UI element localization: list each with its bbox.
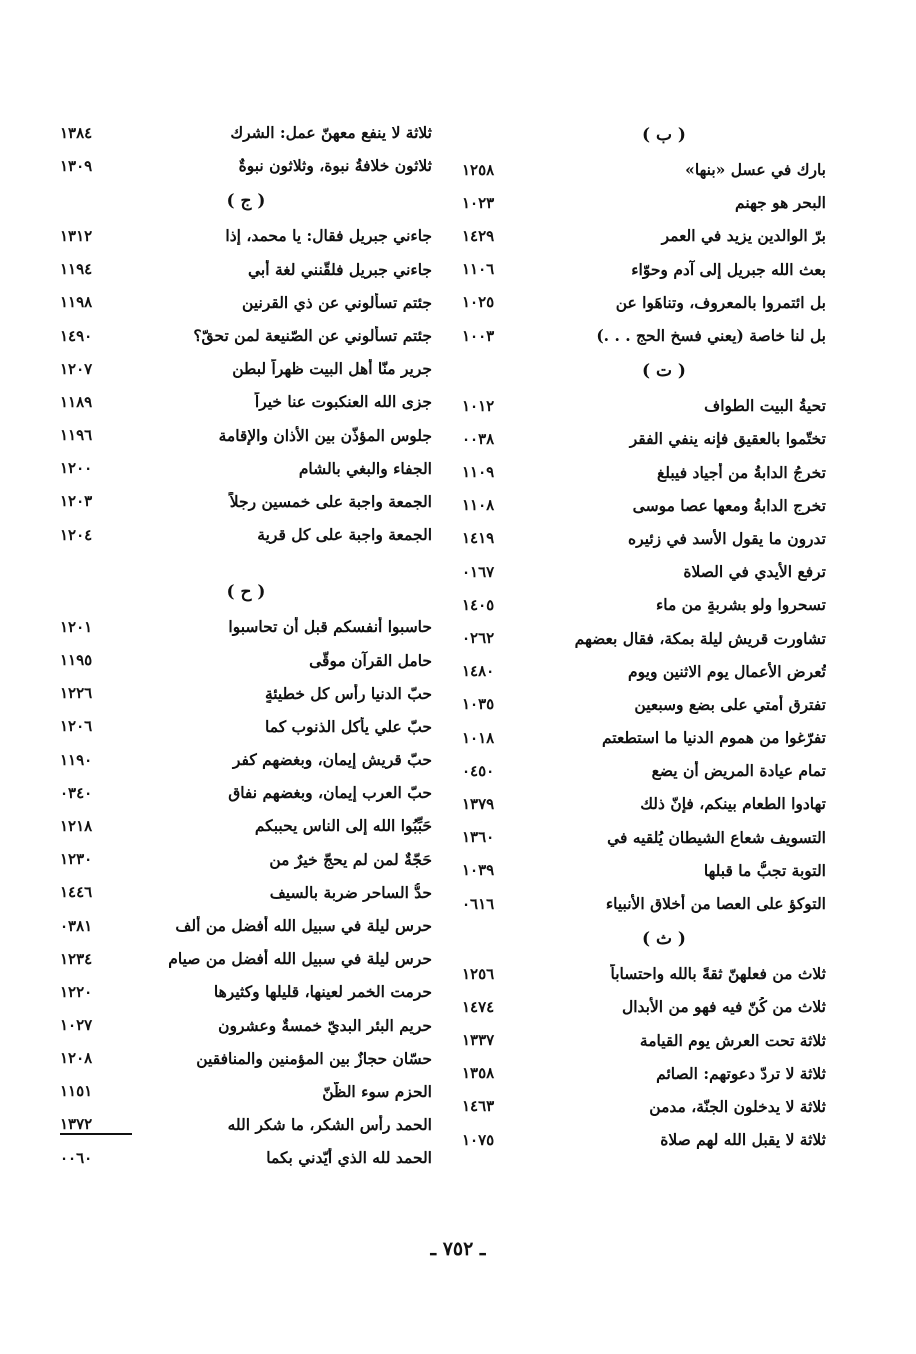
entry-text: حبّ علي يأكل الذنوب كما xyxy=(265,716,432,736)
entry-number: ١٢٠٧ xyxy=(60,359,93,378)
index-entry xyxy=(462,389,826,422)
index-entry xyxy=(60,452,432,485)
entry-text: بارك في عسل «بنها» xyxy=(685,160,826,180)
entry-number: ٠٦١٦ xyxy=(462,894,495,913)
index-entry xyxy=(60,116,432,149)
index-entry xyxy=(462,621,826,654)
index-entry xyxy=(462,854,826,887)
index-entry xyxy=(60,149,432,182)
entry-number: ١٤٩٠ xyxy=(60,326,93,345)
entry-text: حبّ العرب إيمان، وبغضهم نفاق xyxy=(228,783,432,803)
entry-number: ١٣٨٤ xyxy=(60,123,93,142)
entry-number: ٠٠٣٨ xyxy=(462,429,495,448)
entry-text: حرمت الخمر لعينها، قليلها وكثيرها xyxy=(213,982,432,1002)
entry-number: ٠٣٤٠ xyxy=(60,783,93,802)
index-entry xyxy=(60,942,432,975)
entry-text: بعث الله جبريل إلى آدم وحوّاء xyxy=(631,259,826,279)
entry-number: ١٠١٢ xyxy=(462,396,495,415)
entry-text: تخرج الدابةُ ومعها عصا موسى xyxy=(632,495,826,515)
index-entry xyxy=(60,776,432,809)
entry-number: ١٣٥٨ xyxy=(462,1064,495,1083)
entry-number: ٠٤٥٠ xyxy=(462,761,495,780)
entry-text: ثلاثة لا يقبل الله لهم صلاة xyxy=(660,1130,826,1150)
index-entry xyxy=(462,754,826,787)
entry-number: ١٤٢٩ xyxy=(462,226,495,245)
entry-text: برّ الوالدين يزيد في العمر xyxy=(661,226,826,246)
entry-number: ١٢٠١ xyxy=(60,617,93,636)
entry-text: ثلاثة تحت العرش يوم القيامة xyxy=(639,1030,826,1050)
entry-number: ١١٩٦ xyxy=(60,426,93,445)
entry-text: ترفع الأيدي في الصلاة xyxy=(683,562,826,582)
entry-text: حسّان حجازٌ بين المؤمنين والمنافقين xyxy=(196,1048,432,1068)
entry-text: تختّموا بالعقيق فإنه ينفي الفقر xyxy=(629,429,826,449)
entry-text: الحزم سوء الظّنّ xyxy=(322,1081,432,1101)
index-entry xyxy=(60,485,432,518)
index-entry xyxy=(60,643,432,676)
entry-text: الحمد لله الذي أيّدني بكما xyxy=(266,1148,432,1168)
index-entry xyxy=(462,1090,826,1123)
section-spacer xyxy=(60,551,432,573)
entry-number: ٠٢٦٢ xyxy=(462,629,495,648)
entry-number: ١٢٣٠ xyxy=(60,850,93,869)
entry-number: ١٢٥٨ xyxy=(462,160,495,179)
entry-number: ١١٠٨ xyxy=(462,496,495,515)
index-entry xyxy=(462,655,826,688)
entry-number: ١١٠٦ xyxy=(462,260,495,279)
entry-number: ١١٥١ xyxy=(60,1082,93,1101)
entry-text: حاسبوا أنفسكم قبل أن تحاسبوا xyxy=(228,617,432,637)
index-entry xyxy=(462,887,826,920)
index-entry xyxy=(462,688,826,721)
section-header-jim: ( ج ) xyxy=(226,190,266,211)
entry-text: حريم البئر البديّ خمسةٌ وعشرون xyxy=(218,1015,432,1035)
entry-number: ١١٩٠ xyxy=(60,750,93,769)
entry-number: ١٣٠٩ xyxy=(60,156,93,175)
entry-number: ١١٩٤ xyxy=(60,260,93,279)
entry-number: ١٠٧٥ xyxy=(462,1130,495,1149)
entry-text: جزى الله العنكبوت عنا خيراً xyxy=(254,392,432,412)
entry-text: جاءني جبريل فقال: يا محمد، إذا xyxy=(225,226,432,246)
left-column xyxy=(60,116,432,1174)
entry-number: ١٤٨٠ xyxy=(462,662,495,681)
entry-text: تهادوا الطعام بينكم، فإنّ ذلك xyxy=(640,794,826,814)
index-entry xyxy=(462,186,826,219)
entry-number: ٠٠٦٠ xyxy=(60,1148,93,1167)
index-entry xyxy=(60,909,432,942)
entry-text: تفترق أمتي على بضعٍ وسبعين xyxy=(634,694,826,714)
index-entry xyxy=(60,610,432,643)
index-entry xyxy=(60,419,432,452)
entry-text: حبّ قريش إيمان، وبغضهم كفر xyxy=(232,750,432,770)
section-header-ha: ( ح ) xyxy=(226,581,266,602)
index-entry xyxy=(462,588,826,621)
entry-number: ١٢٠٨ xyxy=(60,1049,93,1068)
entry-text: بل لنا خاصة (يعني فسخ الحج . . .) xyxy=(596,326,826,346)
index-entry xyxy=(462,1123,826,1156)
index-entry xyxy=(60,843,432,876)
entry-text: التسويف شعاع الشيطان يُلقيه في xyxy=(607,827,826,847)
index-entry xyxy=(60,1108,432,1141)
index-entry xyxy=(60,385,432,418)
entry-number: ١٢٠٠ xyxy=(60,459,93,478)
entry-text: التوبة تجبُّ ما قبلها xyxy=(703,860,826,880)
entry-text: تخرجُ الدابةُ من أجياد فيبلغ xyxy=(657,462,826,482)
entry-text: ثلاثون خلافةُ نبوة، وثلاثون نبوةٌ xyxy=(238,156,432,176)
entry-number: ١٣٧٢ xyxy=(60,1115,132,1135)
index-entry xyxy=(60,1009,432,1042)
entry-text: تسحروا ولو بشربةٍ من ماء xyxy=(655,595,826,615)
entry-number: ١١٨٩ xyxy=(60,392,93,411)
index-entry xyxy=(60,809,432,842)
entry-number: ١٠٠٣ xyxy=(462,326,495,345)
entry-text: ثلاثة لا ينفع معهنّ عمل: الشرك xyxy=(230,123,432,143)
index-entry xyxy=(462,522,826,555)
index-entry xyxy=(462,422,826,455)
entry-number: ١٢٢٠ xyxy=(60,982,93,1001)
entry-number: ١٤٤٦ xyxy=(60,883,93,902)
entry-text: تمام عيادة المريض أن يضع xyxy=(651,761,826,781)
entry-text: حَجّةٌ لمن لم يحجّ خيرٌ من xyxy=(269,849,432,869)
index-entry xyxy=(462,489,826,522)
index-entry xyxy=(60,253,432,286)
entry-number: ٠٣٨١ xyxy=(60,916,93,935)
right-column xyxy=(462,116,826,1156)
entry-number: ١٣٦٠ xyxy=(462,828,495,847)
index-entry xyxy=(60,518,432,551)
entry-text: جاءني جبريل فلقّنني لغة أبي xyxy=(248,259,432,279)
entry-text: ثلاث من فعلهنّ ثقةً بالله واحتساباً xyxy=(610,964,826,984)
entry-number: ١٠٣٩ xyxy=(462,861,495,880)
entry-text: الجمعة واجبة على خمسين رجلاً xyxy=(229,491,432,511)
index-entry xyxy=(60,219,432,252)
entry-text: تفرّغوا من هموم الدنيا ما استطعتم xyxy=(601,728,826,748)
entry-text: جلوس المؤذّن بين الأذان والإقامة xyxy=(218,425,432,445)
index-entry xyxy=(60,975,432,1008)
index-entry xyxy=(462,319,826,352)
index-entry xyxy=(60,1141,432,1174)
index-entry xyxy=(462,253,826,286)
entry-text: جئتم تسألوني عن ذي القرنين xyxy=(242,292,432,312)
index-entry xyxy=(462,787,826,820)
entry-text: حامل القرآن موقّى xyxy=(309,650,432,670)
entry-text: تشاورت قريش ليلة بمكة، فقال بعضهم xyxy=(574,628,826,648)
entry-text: ثلاثة لا يدخلون الجنّة، مدمن xyxy=(649,1096,826,1116)
section-header-ba: ( ب ) xyxy=(642,124,686,145)
index-entry xyxy=(462,219,826,252)
entry-number: ١٠٢٧ xyxy=(60,1016,93,1035)
entry-number: ١١٩٥ xyxy=(60,651,93,670)
index-entry xyxy=(462,456,826,489)
index-entry xyxy=(462,721,826,754)
entry-number: ١٢٠٣ xyxy=(60,492,93,511)
entry-number: ١٢٥٦ xyxy=(462,964,495,983)
entry-number: ١٤٦٣ xyxy=(462,1097,495,1116)
entry-text: الجمعة واجبة على كل قرية xyxy=(257,525,432,545)
index-entry xyxy=(60,286,432,319)
entry-number: ١٣١٢ xyxy=(60,226,93,245)
index-entry xyxy=(462,286,826,319)
index-entry xyxy=(462,957,826,990)
entry-text: الحمد رأس الشكر، ما شكر الله xyxy=(227,1115,432,1135)
entry-number: ١١٠٩ xyxy=(462,463,495,482)
index-entry xyxy=(60,352,432,385)
entry-text: ثلاثة لا تردّ دعوتهم: الصائم xyxy=(656,1063,826,1083)
index-entry xyxy=(60,1075,432,1108)
index-entry xyxy=(60,710,432,743)
index-entry xyxy=(60,876,432,909)
entry-text: حبّ الدنيا رأس كل خطيئةٍ xyxy=(264,683,432,703)
index-entry xyxy=(60,319,432,352)
entry-number: ١١٩٨ xyxy=(60,293,93,312)
entry-number: ١٠٣٥ xyxy=(462,695,495,714)
entry-number: ١٢٢٦ xyxy=(60,684,93,703)
entry-text: حدُّ الساحر ضربة بالسيف xyxy=(269,882,432,902)
entry-number: ١٣٧٩ xyxy=(462,794,495,813)
entry-number: ١٠١٨ xyxy=(462,728,495,747)
entry-text: حرس ليلة في سبيل الله أفضل من ألف xyxy=(175,916,432,936)
entry-text: جئتم تسألوني عن الصّنيعة لمن تحقّ؟ xyxy=(193,326,432,346)
entry-text: تُعرض الأعمال يوم الاثنين ويوم xyxy=(628,661,826,681)
entry-text: الجفاء والبغي بالشام xyxy=(298,458,432,478)
section-header-tha: ( ث ) xyxy=(642,928,686,949)
entry-number: ١٣٣٧ xyxy=(462,1031,495,1050)
entry-number: ١٢٠٤ xyxy=(60,525,93,544)
entry-number: ١٤١٩ xyxy=(462,529,495,548)
index-entry xyxy=(462,153,826,186)
entry-number: ١٠٢٥ xyxy=(462,293,495,312)
index-entry xyxy=(462,990,826,1023)
entry-text: حرس ليلة في سبيل الله أفضل من صيام xyxy=(168,949,432,969)
index-entry xyxy=(60,677,432,710)
index-entry xyxy=(462,1057,826,1090)
entry-text: البحر هو جهنم xyxy=(735,193,826,213)
index-entry xyxy=(462,821,826,854)
entry-number: ١٠٢٣ xyxy=(462,193,495,212)
page-number: ـ ٧٥٢ ـ xyxy=(430,1238,486,1260)
entry-text: تحيةُ البيت الطواف xyxy=(704,396,826,416)
index-entry xyxy=(60,743,432,776)
entry-number: ١٤٧٤ xyxy=(462,997,495,1016)
entry-number: ١٤٠٥ xyxy=(462,595,495,614)
entry-number: ١٢٣٤ xyxy=(60,949,93,968)
entry-number: ١٢١٨ xyxy=(60,816,93,835)
section-header-ta: ( ت ) xyxy=(642,360,686,381)
entry-number: ٠١٦٧ xyxy=(462,562,495,581)
index-entry xyxy=(462,555,826,588)
entry-text: التوكؤ على العصا من أخلاق الأنبياء xyxy=(605,894,826,914)
entry-text: بل ائتمروا بالمعروف، وتناهَوا عن xyxy=(615,292,826,312)
entry-text: تدرون ما يقول الأسد في زئيره xyxy=(628,528,826,548)
entry-text: جرير منّا أهل البيت ظهراً لبطنٍ xyxy=(232,359,432,379)
entry-number: ١٢٠٦ xyxy=(60,717,93,736)
entry-text: حَبِّبُوا الله إلى الناس يحببكم xyxy=(254,816,432,836)
entry-text: ثلاث من كُنّ فيه فهو من الأبدال xyxy=(621,997,826,1017)
index-entry xyxy=(60,1042,432,1075)
index-entry xyxy=(462,1024,826,1057)
